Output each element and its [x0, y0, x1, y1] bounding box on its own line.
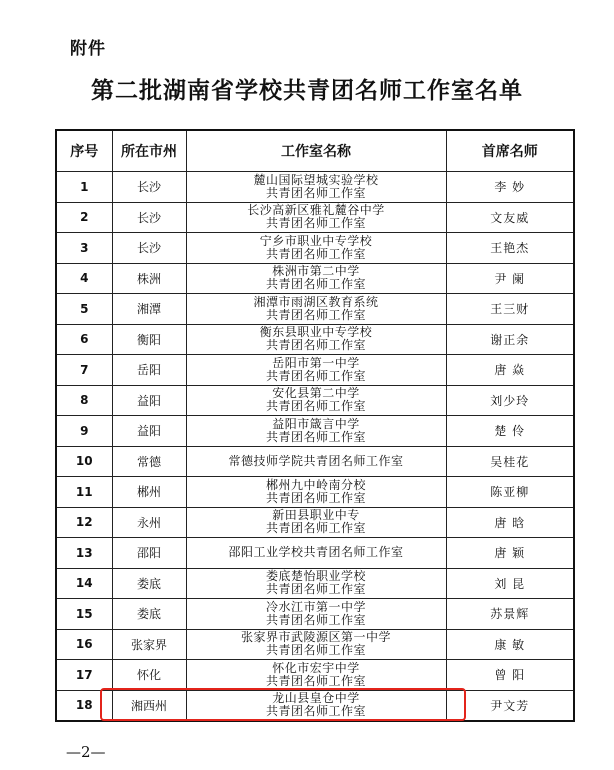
studio-name-line: 邵阳工业学校共青团名师工作室	[228, 545, 404, 560]
cell-city: 益阳	[112, 385, 186, 416]
table-row	[56, 416, 574, 447]
cell-studio-name	[186, 446, 446, 477]
cell-chief-teacher: 文友威	[446, 202, 574, 233]
cell-seq: 3	[56, 233, 112, 264]
table-row	[56, 660, 574, 691]
cell-chief-teacher: 苏景辉	[446, 599, 574, 630]
table-row	[56, 202, 574, 233]
cell-chief-teacher: 尹文芳	[446, 690, 574, 721]
cell-seq: 14	[56, 568, 112, 599]
cell-seq: 2	[56, 202, 112, 233]
cell-studio-name	[186, 233, 446, 264]
table-row	[56, 263, 574, 294]
cell-chief-teacher: 唐 颖	[446, 538, 574, 569]
studio-name-line: 岳阳市第一中学	[272, 355, 360, 370]
studio-name-line: 共青团名师工作室	[265, 673, 366, 688]
studio-name-line: 常德技师学院共青团名师工作室	[228, 453, 404, 468]
cell-studio-name	[186, 660, 446, 691]
cell-seq: 7	[56, 355, 112, 386]
cell-seq: 13	[56, 538, 112, 569]
cell-city: 长沙	[112, 172, 186, 203]
header-chief-teacher: 首席名师	[446, 130, 574, 172]
header-studio-name: 工作室名称	[186, 130, 446, 172]
cell-studio-name	[186, 324, 446, 355]
table-row	[56, 172, 574, 203]
studio-name-line: 冷水江市第一中学	[265, 599, 366, 614]
highlight-box	[100, 688, 466, 721]
studio-name-line: 怀化市宏宇中学	[272, 660, 360, 675]
cell-city: 娄底	[112, 599, 186, 630]
cell-seq: 4	[56, 263, 112, 294]
cell-city: 张家界	[112, 629, 186, 660]
table-body	[56, 172, 574, 722]
header-seq: 序号	[56, 130, 112, 172]
studio-name-line: 张家界市武陵源区第一中学	[240, 630, 391, 645]
studio-name-line: 共青团名师工作室	[265, 338, 366, 353]
studio-name-line: 共青团名师工作室	[265, 490, 366, 505]
studio-name-line: 衡东县职业中专学校	[259, 325, 373, 340]
cell-city: 邵阳	[112, 538, 186, 569]
studio-name-line: 郴州九中岭南分校	[265, 477, 366, 492]
table-row	[56, 599, 574, 630]
studio-name-line: 新田县职业中专	[272, 508, 360, 523]
cell-city: 益阳	[112, 416, 186, 447]
studio-name-line: 长沙高新区雅礼麓谷中学	[247, 203, 385, 218]
table-row	[56, 507, 574, 538]
studio-name-line: 共青团名师工作室	[265, 521, 366, 536]
table-row	[56, 568, 574, 599]
cell-studio-name	[186, 416, 446, 447]
studio-name-line: 安化县第二中学	[272, 386, 360, 401]
table-row	[56, 355, 574, 386]
cell-chief-teacher: 唐 晗	[446, 507, 574, 538]
cell-studio-name	[186, 202, 446, 233]
studio-name-line: 株洲市第二中学	[272, 264, 360, 279]
cell-city: 株洲	[112, 263, 186, 294]
cell-city: 永州	[112, 507, 186, 538]
cell-city: 岳阳	[112, 355, 186, 386]
cell-city: 湘西州	[112, 690, 186, 721]
cell-city: 湘潭	[112, 294, 186, 325]
cell-city: 娄底	[112, 568, 186, 599]
cell-studio-name	[186, 385, 446, 416]
cell-seq: 18	[56, 690, 112, 721]
cell-studio-name	[186, 172, 446, 203]
page-number: —2—	[66, 743, 106, 761]
cell-seq: 9	[56, 416, 112, 447]
cell-chief-teacher: 陈亚柳	[446, 477, 574, 508]
studio-name-line: 共青团名师工作室	[265, 704, 366, 719]
studio-name-line: 共青团名师工作室	[265, 582, 366, 597]
header-city: 所在市州	[112, 130, 186, 172]
cell-chief-teacher: 尹 阑	[446, 263, 574, 294]
cell-chief-teacher: 曾 阳	[446, 660, 574, 691]
cell-studio-name	[186, 263, 446, 294]
cell-studio-name	[186, 568, 446, 599]
cell-studio-name	[186, 294, 446, 325]
cell-seq: 6	[56, 324, 112, 355]
studio-name-line: 共青团名师工作室	[265, 307, 366, 322]
cell-seq: 15	[56, 599, 112, 630]
cell-seq: 16	[56, 629, 112, 660]
cell-chief-teacher: 刘 昆	[446, 568, 574, 599]
cell-chief-teacher: 王三财	[446, 294, 574, 325]
studio-name-line: 湘潭市雨湖区教育系统	[253, 294, 379, 309]
cell-chief-teacher: 谢正余	[446, 324, 574, 355]
studio-table	[55, 129, 575, 722]
studio-name-line: 共青团名师工作室	[265, 429, 366, 444]
cell-studio-name	[186, 629, 446, 660]
cell-seq: 8	[56, 385, 112, 416]
cell-studio-name	[186, 355, 446, 386]
cell-seq: 11	[56, 477, 112, 508]
cell-seq: 5	[56, 294, 112, 325]
cell-city: 怀化	[112, 660, 186, 691]
studio-name-line: 共青团名师工作室	[265, 185, 366, 200]
cell-studio-name	[186, 507, 446, 538]
table-row	[56, 629, 574, 660]
studio-name-line: 共青团名师工作室	[265, 246, 366, 261]
table-row	[56, 477, 574, 508]
table-header-row	[56, 130, 574, 172]
cell-chief-teacher: 楚 伶	[446, 416, 574, 447]
cell-chief-teacher: 唐 焱	[446, 355, 574, 386]
studio-name-line: 麓山国际望城实验学校	[253, 172, 379, 187]
studio-name-line: 共青团名师工作室	[265, 643, 366, 658]
cell-seq: 17	[56, 660, 112, 691]
table-row	[56, 324, 574, 355]
studio-name-line: 共青团名师工作室	[265, 399, 366, 414]
cell-studio-name	[186, 599, 446, 630]
studio-name-line: 共青团名师工作室	[265, 368, 366, 383]
cell-chief-teacher: 康 敏	[446, 629, 574, 660]
cell-chief-teacher: 刘少玲	[446, 385, 574, 416]
studio-name-line: 娄底楚怡职业学校	[265, 569, 366, 584]
studio-name-line: 益阳市箴言中学	[272, 416, 360, 431]
cell-city: 常德	[112, 446, 186, 477]
studio-name-line: 宁乡市职业中专学校	[259, 233, 373, 248]
cell-studio-name	[186, 538, 446, 569]
cell-seq: 10	[56, 446, 112, 477]
table-row	[56, 385, 574, 416]
cell-chief-teacher: 王艳杰	[446, 233, 574, 264]
studio-name-line: 共青团名师工作室	[265, 277, 366, 292]
table-row	[56, 233, 574, 264]
table-row	[56, 446, 574, 477]
cell-chief-teacher: 李 妙	[446, 172, 574, 203]
table-row	[56, 294, 574, 325]
cell-seq: 1	[56, 172, 112, 203]
attachment-label: 附件	[70, 39, 106, 59]
cell-studio-name	[186, 477, 446, 508]
studio-name-line: 共青团名师工作室	[265, 216, 366, 231]
studio-name-line: 龙山县皇仓中学	[272, 691, 360, 706]
document-title: 第二批湖南省学校共青团名师工作室名单	[91, 77, 523, 104]
cell-city: 长沙	[112, 202, 186, 233]
studio-name-line: 共青团名师工作室	[265, 612, 366, 627]
cell-city: 郴州	[112, 477, 186, 508]
cell-city: 衡阳	[112, 324, 186, 355]
cell-seq: 12	[56, 507, 112, 538]
table-row	[56, 538, 574, 569]
cell-city: 长沙	[112, 233, 186, 264]
cell-chief-teacher: 吴桂花	[446, 446, 574, 477]
